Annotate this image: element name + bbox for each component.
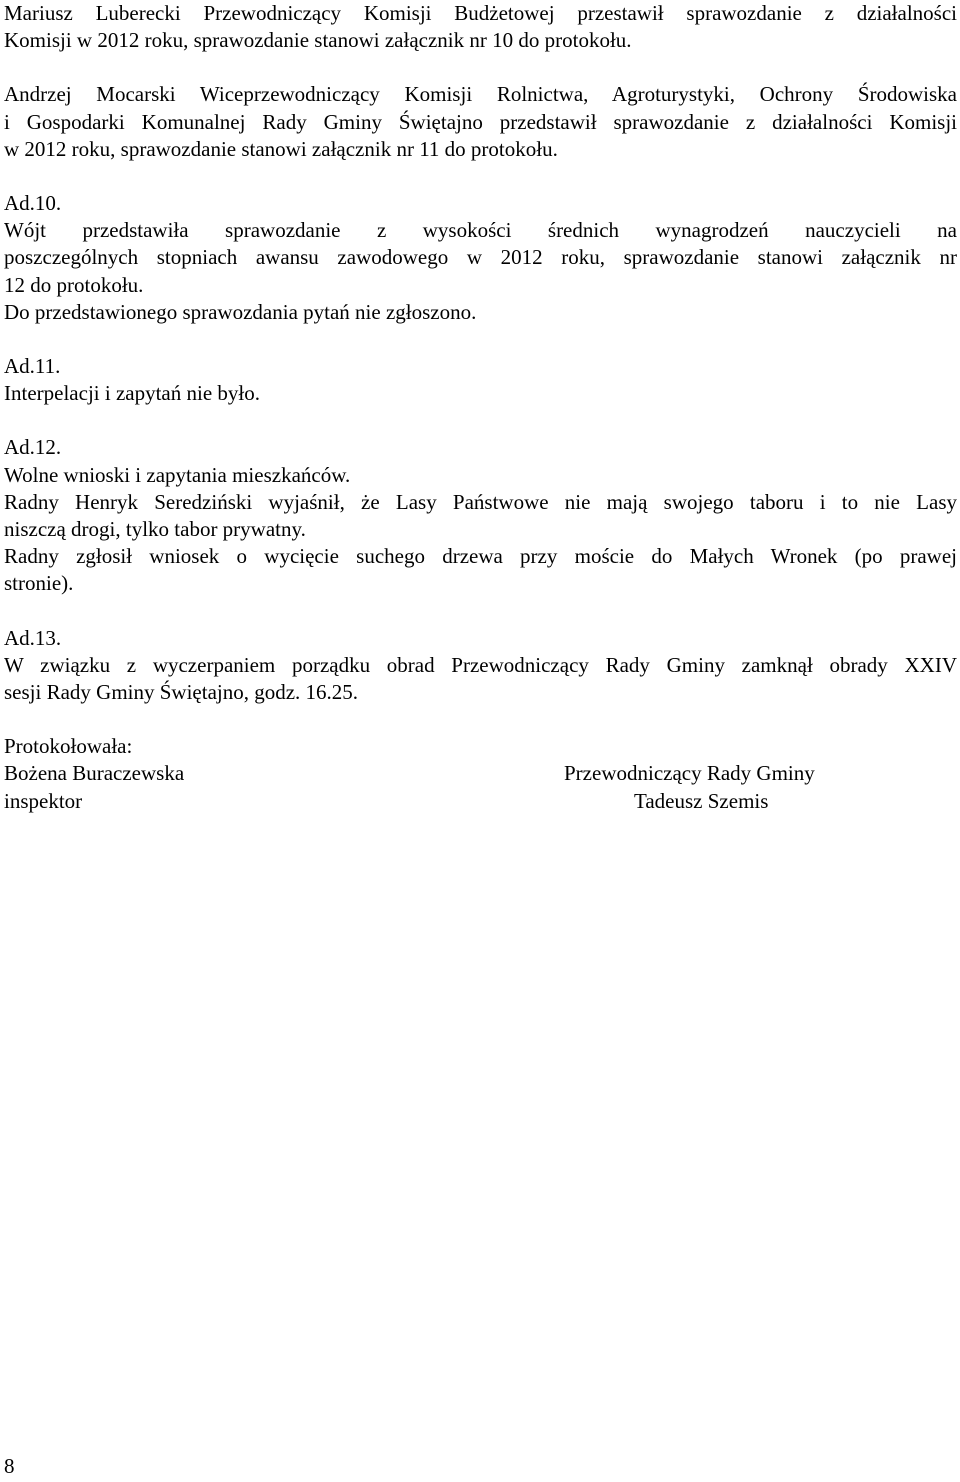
chair-name: Tadeusz Szemis: [634, 788, 769, 813]
text-line: Mariusz Luberecki Przewodniczący Komisji Budżetowej przestawił sprawozdanie z działalności: [4, 1, 957, 25]
page-number: 8: [4, 1454, 15, 1478]
recorder-name: Bożena Buraczewska: [4, 761, 185, 786]
section-heading: Ad.11.: [4, 354, 61, 379]
section-ad12: [4, 434, 957, 597]
section-heading: Ad.10.: [4, 191, 62, 216]
section-heading: Ad.12.: [4, 435, 62, 460]
paragraph-agriculture-committee: [4, 81, 957, 163]
recorder-label: Protokołowała:: [4, 734, 133, 759]
text-line: poszczególnych stopniach awansu zawodowego w 2012 roku, sprawozdanie stanowi załącznik nr: [4, 245, 957, 270]
paragraph-budget-committee: [4, 0, 957, 54]
text-line: W związku z wyczerpaniem porządku obrad Przewodniczący Rady Gminy zamknął obrady XXIV: [4, 652, 957, 677]
text-line: Andrzej Mocarski Wiceprzewodniczący Komisji Rolnictwa, Agroturystyki, Ochrony Środowiska: [4, 82, 957, 107]
text-line: i Gospodarki Komunalnej Rady Gminy Świętajno przedstawił sprawozdanie z działalności Komisji: [4, 109, 957, 134]
recorder-title: inspektor: [4, 788, 83, 813]
text-line: Radny Henryk Seredziński wyjaśnił, że Lasy Państwowe nie mają swojego taboru i to nie Lasy: [4, 489, 957, 514]
text-line: Radny zgłosił wniosek o wycięcie suchego drzewa przy moście do Małych Wronek (po prawej: [4, 544, 957, 569]
section-ad11: [4, 353, 957, 407]
text-line: 12 do protokołu.: [4, 272, 144, 297]
text-line: Komisji w 2012 roku, sprawozdanie stanowi załącznik nr 10 do protokołu.: [4, 28, 632, 53]
text-line: w 2012 roku, sprawozdanie stanowi załącznik nr 11 do protokołu.: [4, 136, 558, 161]
text-line: niszczą drogi, tylko tabor prywatny.: [4, 517, 306, 542]
signature-block: [4, 733, 957, 815]
text-line: Interpelacji i zapytań nie było.: [4, 381, 260, 406]
chair-title: Przewodniczący Rady Gminy: [564, 761, 815, 786]
text-line: stronie).: [4, 571, 74, 596]
section-ad10: [4, 190, 957, 326]
document-page: [4, 0, 957, 815]
section-heading: Ad.13.: [4, 625, 62, 650]
text-line: Wolne wnioski i zapytania mieszkańców.: [4, 462, 351, 487]
text-line: Do przedstawionego sprawozdania pytań nie zgłoszono.: [4, 299, 477, 324]
section-ad13: [4, 625, 957, 707]
text-line: Wójt przedstawiła sprawozdanie z wysokości średnich wynagrodzeń nauczycieli na: [4, 218, 957, 243]
text-line: sesji Rady Gminy Świętajno, godz. 16.25.: [4, 680, 359, 705]
